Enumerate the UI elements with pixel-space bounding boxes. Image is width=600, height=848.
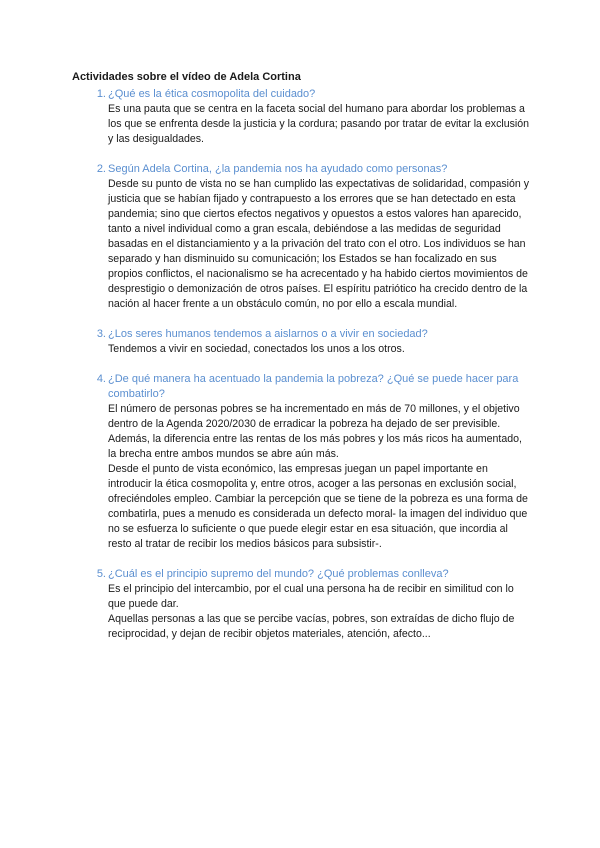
question-text: ¿Cuál es el principio supremo del mundo? ¿Qué problemas conlleva? [108,568,449,580]
question-list [72,87,532,657]
answer-block [108,177,532,312]
question-item-3 [72,327,532,357]
answer-paragraph: Es una pauta que se centra en la faceta social del humano para abordar los problemas a los que se enfrenta desde la justicia y la cordura; pasando por tratar de evitar la exclusión y las desigualdades. [108,103,530,145]
question-text: ¿De qué manera ha acentuado la pandemia la pobreza? ¿Qué se puede hacer para combatirlo? [108,373,519,400]
question-item-2 [72,162,532,312]
question-number: 2. [96,163,106,175]
question-text: ¿Los seres humanos tendemos a aislarnos o a vivir en sociedad? [108,328,428,340]
answer-block [108,402,532,552]
question-item-1 [72,87,532,147]
question-number: 3. [96,328,106,340]
document-title: Actividades sobre el vídeo de Adela Cortina [72,71,301,83]
question-text: ¿Qué es la ética cosmopolita del cuidado? [108,88,316,100]
answer-paragraph: Desde su punto de vista no se han cumplido las expectativas de solidaridad, compasión y justicia que se habían fijado y contrapuesto a los errores que se han detectado en esta pandemia; sino que ciertos efectos negativos y opuestos a estos valores han aparecido, tanto a nivel individual como a gran escala, debiéndose a las medidas de seguridad basadas en el distanciamiento y a la privación del trato con el otro. Los individuos se han separado y han disminuido su comunicación; los Estados se han focalizado en sus propios conflictos, el nacionalismo se ha acrecentado y ha habido ciertos movimientos de desprestigio o demonización de otros países. El espíritu patriótico ha crecido dentro de la nación al hacer frente a un obstáculo común, no por ello a escala mundial. [108,178,530,310]
answer-block [108,102,532,147]
question-number: 4. [96,373,106,385]
question-item-5 [72,567,532,642]
answer-paragraph: Es el principio del intercambio, por el cual una persona ha de recibir en similitud con lo que puede dar. [108,583,514,610]
answer-paragraph: Tendemos a vivir en sociedad, conectados los unos a los otros. [108,343,405,355]
answer-block [108,342,532,357]
answer-paragraph: Aquellas personas a las que se percibe vacías, pobres, son extraídas de dicho flujo de reciprocidad, y dejan de recibir objetos materiales, atención, afecto... [108,613,515,640]
answer-block [108,582,532,642]
question-number: 5. [96,568,106,580]
question-number: 1. [96,88,106,100]
answer-paragraph: El número de personas pobres se ha incrementado en más de 70 millones, y el objetivo dentro de la Agenda 2020/2030 de erradicar la pobreza ha dejado de ser previsible. Además, la diferencia entre las rentas de los más pobres y los más ricos ha aumentado, la brecha entre ambos mundos se abre aún más. [108,403,522,460]
answer-paragraph: Desde el punto de vista económico, las empresas juegan un papel importante en introducir la ética cosmopolita y, entre otros, acoger a las personas en exclusión social, ofreciéndoles empleo. Cambiar la percepción que se tiene de la pobreza es una forma de combatirla, pues a menudo es considerada un defecto moral- la imagen del individuo que no se esfuerza lo suficiente o que puede elegir estar en esa situación, que incordia al resto al tratar de recibir los medios básicos para subsistir-. [108,463,528,550]
question-item-4 [72,372,532,552]
question-text: Según Adela Cortina, ¿la pandemia nos ha ayudado como personas? [108,163,448,175]
